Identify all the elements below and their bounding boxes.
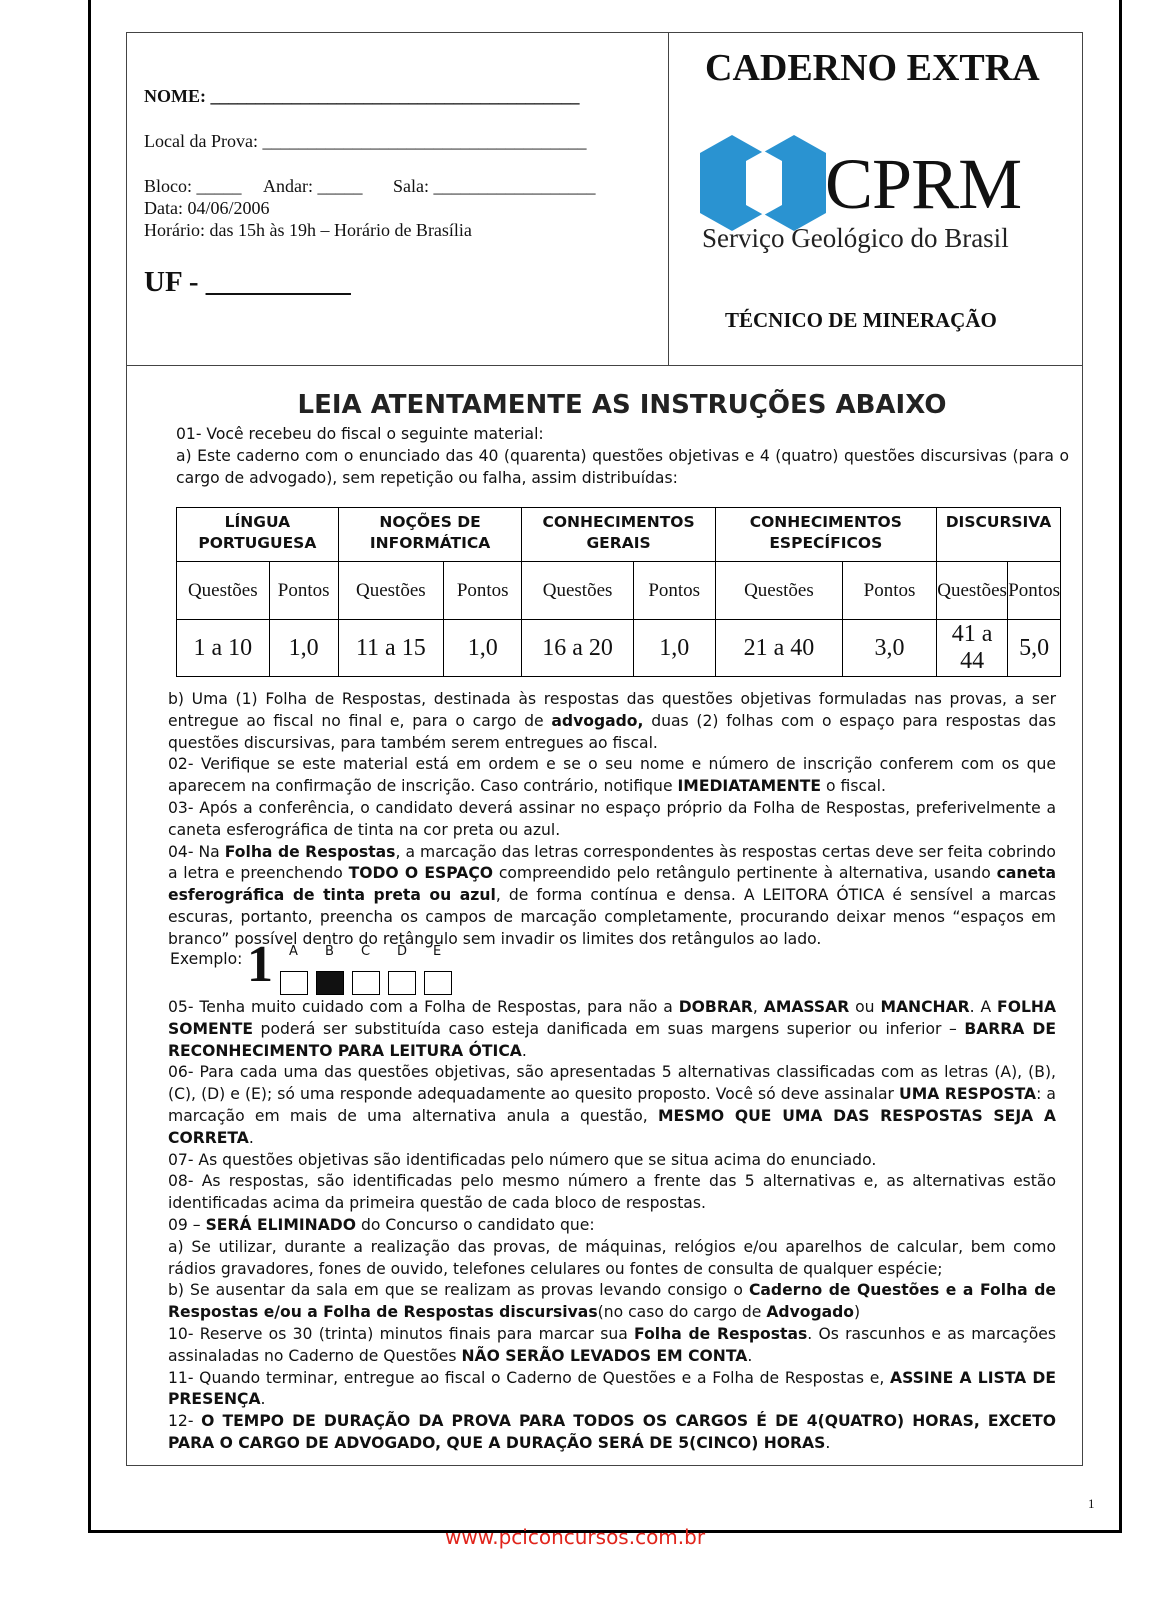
sala-field: Sala: __________________	[393, 176, 596, 196]
example-number: 1	[247, 936, 273, 993]
example-option-letter: A	[289, 944, 298, 959]
text-run: 03- Após a conferência, o candidato deverá assinar no espaço próprio da Folha de Respostas, preferivelmente a caneta esferográfica de tinta na cor preta ou azul.	[168, 798, 1056, 839]
cargo-title: TÉCNICO DE MINERAÇÃO	[725, 308, 997, 332]
uf-field: UF - __________	[144, 266, 351, 298]
instruction-paragraph	[168, 1171, 1056, 1215]
table-subheader: Questões	[177, 562, 270, 620]
text-run: poderá ser substituída caso esteja danificada em suas margens superior ou inferior –	[253, 1019, 965, 1038]
text-run: 09 –	[168, 1215, 206, 1234]
text-run: (no caso do cargo de	[597, 1303, 767, 1322]
example-option-letter: B	[325, 944, 334, 959]
text-run: .	[825, 1433, 831, 1452]
text-run: ASSINE A LISTA DE PRESENÇA	[168, 1368, 1056, 1409]
table-cell: 1,0	[443, 620, 521, 677]
bloco-field: Bloco: _____	[144, 176, 242, 196]
text-run: duas (2) folhas com o espaço para respostas das questões discursivas, para também serem entregues ao fiscal.	[168, 711, 1056, 752]
text-run: caneta esferográfica de tinta preta ou azul	[168, 864, 1056, 905]
instruction-paragraph	[168, 1280, 1056, 1324]
text-run: 02- Verifique se este material está em ordem e se o seu nome e número de inscrição conferem com os que aparecem na confirmação de inscrição. Caso contrário, notifique	[168, 755, 1056, 796]
logo-text: CPRM	[825, 144, 1022, 224]
instruction-paragraph	[168, 1062, 1056, 1149]
instruction-paragraph	[168, 1237, 1056, 1281]
text-run: 11- Quando terminar, entregue ao fiscal o Caderno de Questões e a Folha de Respostas e,	[168, 1368, 890, 1387]
instruction-paragraph	[168, 754, 1056, 798]
text-run: 04- Na	[168, 842, 225, 861]
questions-table	[176, 507, 1061, 677]
page-number: 1	[1088, 1496, 1095, 1511]
andar-field: Andar: _____	[263, 176, 363, 196]
text-run: UMA RESPOSTA	[899, 1085, 1037, 1104]
example-option-box	[280, 971, 308, 995]
divider	[126, 365, 1082, 366]
footer-link[interactable]: www.pciconcursos.com.br	[445, 1525, 706, 1549]
instruction-paragraph	[176, 424, 1069, 446]
instructions-part-2	[168, 997, 1056, 1455]
divider	[668, 32, 669, 365]
example-option-letter: C	[361, 944, 371, 959]
table-cell: 5,0	[1008, 620, 1061, 677]
instruction-paragraph	[168, 1150, 1056, 1172]
text-run: ,	[752, 998, 764, 1016]
logo-subtitle: Serviço Geológico do Brasil	[702, 223, 1009, 253]
instruction-paragraph	[168, 1411, 1056, 1455]
cprm-logo-icon	[700, 135, 826, 231]
text-run: 07- As questões objetivas são identificadas pelo número que se situa acima do enunciado.	[168, 1150, 877, 1169]
instruction-paragraph	[168, 842, 1056, 951]
text-run: . A	[969, 998, 998, 1016]
table-header: CONHECIMENTOS GERAIS	[522, 508, 715, 562]
exam-time: Horário: das 15h às 19h – Horário de Brasília	[144, 220, 472, 240]
table-subheader: Pontos	[443, 562, 521, 620]
text-run: TODO O ESPAÇO	[348, 864, 494, 883]
text-run: DOBRAR	[678, 998, 753, 1016]
table-subheader: Questões	[715, 562, 842, 620]
instruction-paragraph	[176, 446, 1069, 490]
table-cell: 16 a 20	[522, 620, 633, 677]
text-run: IMEDIATAMENTE	[677, 777, 822, 796]
name-label: NOME:	[144, 86, 206, 106]
text-run: a) Este caderno com o enunciado das 40 (quarenta) questões objetivas e 4 (quatro) questões discursivas (para o cargo de advogado), sem repetição ou falha, assim distribuídas:	[176, 446, 1069, 487]
text-run: , de forma contínua e densa. A LEITORA ÓTICA é sensível a marcas escuras, portanto, preencha os campos de marcação completamente, procurando deixar menos “espaços em branco” possível dentro do retângulo sem invadir os limites dos retângulos ao lado.	[168, 886, 1056, 948]
text-run: 05- Tenha muito cuidado com a Folha de Respostas, para não a	[168, 998, 679, 1016]
text-run: . Os rascunhos e as marcações assinaladas no Caderno de Questões	[168, 1324, 1056, 1365]
text-run: do Concurso o candidato que:	[355, 1215, 595, 1234]
text-run: NÃO SERÃO LEVADOS EM CONTA	[461, 1346, 748, 1365]
table-subheader: Pontos	[1008, 562, 1061, 620]
text-run: SERÁ ELIMINADO	[205, 1215, 356, 1234]
text-run: .	[521, 1041, 527, 1060]
table-cell: 1 a 10	[177, 620, 270, 677]
local-label: Local da Prova:	[144, 131, 258, 151]
text-run: 08- As respostas, são identificadas pelo mesmo número a frente das 5 alternativas e, as alternativas estão identificadas acima da primeira questão de cada bloco de respostas.	[168, 1172, 1056, 1213]
example-option-letter: E	[433, 944, 442, 959]
text-run: MESMO QUE UMA DAS RESPOSTAS SEJA A CORRETA	[168, 1106, 1056, 1147]
text-run: MANCHAR	[880, 998, 970, 1016]
text-run: , a marcação das letras correspondentes às respostas certas deve ser feita cobrindo a letra e preenchendo	[168, 842, 1056, 883]
text-run: 10- Reserve os 30 (trinta) minutos finais para marcar sua	[168, 1324, 635, 1343]
example-option-box	[388, 971, 416, 995]
local-line: ____________________________________	[262, 131, 587, 151]
text-run: 12-	[168, 1412, 202, 1431]
table-cell: 1,0	[633, 620, 715, 677]
text-run: : a marcação em mais de uma alternativa anula a questão,	[168, 1085, 1056, 1125]
table-subheader: Questões	[936, 562, 1007, 620]
text-run: Folha de Respostas	[634, 1324, 808, 1343]
text-run: compreendido pelo retângulo pertinente à alternativa, usando	[493, 864, 997, 883]
table-header: NOÇÕES DE INFORMÁTICA	[338, 508, 522, 562]
table-header: LÍNGUA PORTUGUESA	[177, 508, 339, 562]
instruction-paragraph	[168, 689, 1056, 754]
text-run: .	[260, 1390, 266, 1409]
instructions-part-1	[168, 689, 1056, 951]
table-subheader: Pontos	[633, 562, 715, 620]
instruction-paragraph	[168, 798, 1056, 842]
example-option-letter: D	[397, 944, 408, 959]
table-subheader: Questões	[338, 562, 443, 620]
table-cell: 11 a 15	[338, 620, 443, 677]
text-run: BARRA DE RECONHECIMENTO PARA LEITURA ÓTICA	[168, 1019, 1056, 1060]
text-run: advogado,	[551, 711, 644, 730]
table-header: CONHECIMENTOS ESPECÍFICOS	[715, 508, 936, 562]
table-cell: 21 a 40	[715, 620, 842, 677]
instruction-paragraph	[168, 1324, 1056, 1368]
instruction-paragraph	[168, 1368, 1056, 1412]
example-option-box	[352, 971, 380, 995]
text-run: Folha de Respostas	[224, 842, 396, 861]
instructions-heading: LEIA ATENTAMENTE AS INSTRUÇÕES ABAIXO	[297, 390, 947, 420]
table-cell: 1,0	[269, 620, 338, 677]
name-field	[144, 86, 580, 107]
example-label: Exemplo:	[170, 950, 243, 968]
document-title: CADERNO EXTRA	[705, 47, 1040, 89]
text-run: 01- Você recebeu do fiscal o seguinte material:	[176, 425, 544, 443]
text-run: AMASSAR	[763, 998, 850, 1016]
local-field	[144, 131, 586, 152]
text-run: Advogado	[766, 1303, 855, 1322]
table-subheader: Questões	[522, 562, 633, 620]
example-option-box	[424, 971, 452, 995]
table-subheader: Pontos	[843, 562, 937, 620]
instruction-paragraph	[168, 1215, 1056, 1237]
table-header: DISCURSIVA	[936, 508, 1060, 562]
text-run: Caderno de Questões e a Folha de Respostas e/ou a Folha de Respostas discursivas	[168, 1281, 1056, 1322]
text-run: FOLHA SOMENTE	[168, 998, 1057, 1038]
name-line: _________________________________________	[210, 86, 580, 106]
table-cell: 3,0	[843, 620, 937, 677]
text-run: b) Se ausentar da sala em que se realizam as provas levando consigo o	[168, 1281, 749, 1300]
intro-text	[176, 424, 1069, 489]
text-run: o fiscal.	[821, 777, 886, 796]
table-subheader: Pontos	[269, 562, 338, 620]
text-run: b) Uma (1) Folha de Respostas, destinada às respostas das questões objetivas formuladas nas provas, a ser entregue ao fiscal no final e, para o cargo de	[168, 690, 1056, 730]
instruction-paragraph	[168, 997, 1056, 1062]
text-run: )	[854, 1303, 861, 1322]
example-option-box	[316, 971, 344, 995]
table-cell: 41 a 44	[936, 620, 1007, 677]
exam-date: Data: 04/06/2006	[144, 198, 270, 218]
text-run: .	[747, 1346, 753, 1365]
text-run: O TEMPO DE DURAÇÃO DA PROVA PARA TODOS OS CARGOS É DE 4(QUATRO) HORAS, EXCETO PARA O CARGO DE ADVOGADO, QUE A DURAÇÃO SERÁ DE 5(CINCO) HORAS	[168, 1412, 1056, 1452]
text-run: ou	[849, 998, 881, 1016]
text-run: 06- Para cada uma das questões objetivas, são apresentadas 5 alternativas classificadas com as letras (A), (B), (C), (D) e (E); só uma responde adequadamente ao quesito proposto. Você só deve assinalar	[168, 1063, 1056, 1104]
text-run: a) Se utilizar, durante a realização das provas, de máquinas, relógios e/ou aparelhos de calcular, bem como rádios gravadores, fones de ouvido, telefones celulares ou fontes de consulta de qualquer espécie;	[168, 1237, 1056, 1278]
text-run: .	[248, 1128, 254, 1147]
